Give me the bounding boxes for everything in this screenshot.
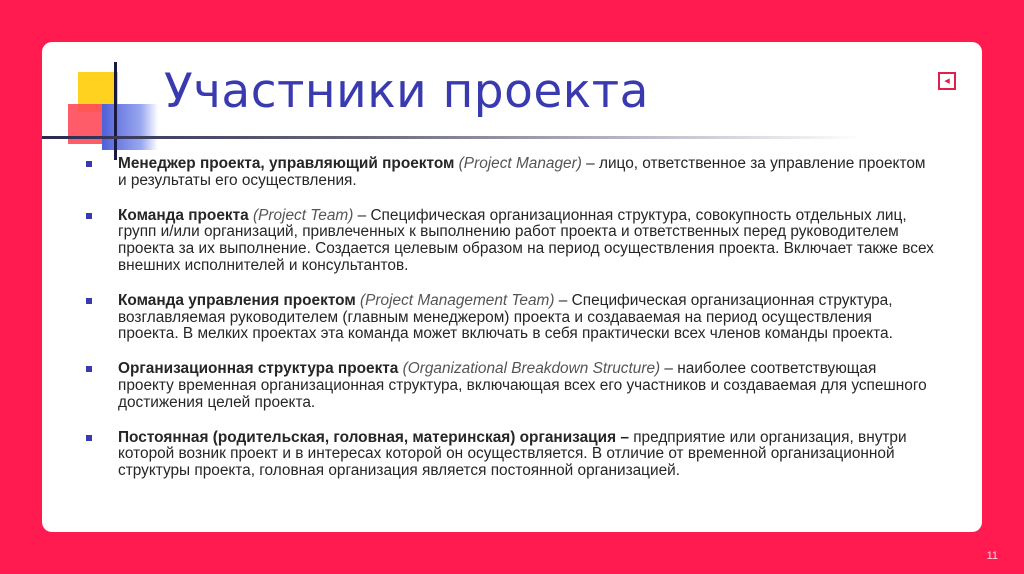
bullet-icon xyxy=(86,298,92,304)
slide-card xyxy=(42,42,982,532)
decor-blue-square xyxy=(102,104,158,150)
item-term: Менеджер проекта, управляющий проектом xyxy=(118,155,455,172)
decor-vertical-line xyxy=(114,62,117,160)
title-underline xyxy=(42,136,862,139)
list-item xyxy=(86,430,936,480)
item-description: – Специфическая организационная структура, совокупность отдельных лиц, групп и/или организаций, привлеченных к выполнению работ проекта и ответственных перед руководителем проекта за их выполнение. Создается целевым образом на период осуществления проекта. Включает также всех внешних исполнителей и консультантов. xyxy=(118,206,934,274)
item-term: Организационная структура проекта xyxy=(118,360,399,378)
participants-list xyxy=(86,156,936,498)
item-description: – лицо, ответственное за управление проектом и результаты его осуществления. xyxy=(118,155,926,189)
list-item xyxy=(86,208,936,275)
bullet-icon xyxy=(86,161,92,167)
slide-title: Участники проекта xyxy=(164,64,649,119)
item-english-term: (Organizational Breakdown Structure) xyxy=(398,360,665,378)
item-term: Команда управления проектом xyxy=(118,291,356,309)
item-description: предприятие или организация, внутри которой возник проект и в интересах которой он осуществляется. В отличие от временной организационной структуры проекта, головная организация является постоянной организацией. xyxy=(118,428,907,480)
item-english-term: (Project Manager) xyxy=(454,155,587,172)
bullet-icon xyxy=(86,366,92,372)
bullet-icon xyxy=(86,435,92,441)
item-english-term: (Project Management Team) xyxy=(355,291,559,309)
list-item xyxy=(86,156,936,190)
bullet-icon xyxy=(86,213,92,219)
item-term: Постоянная (родительская, головная, материнская) организация – xyxy=(118,428,629,446)
list-item xyxy=(86,361,936,411)
list-item xyxy=(86,293,936,343)
item-description: – наиболее соответствующая проекту временная организационная структура, включающая всех его участников и создаваемая для успешного достижения целей проекта. xyxy=(118,360,927,411)
back-nav-icon[interactable]: ◂ xyxy=(938,72,956,90)
page-number: 11 xyxy=(986,550,998,562)
item-term: Команда проекта xyxy=(118,206,249,224)
item-english-term: (Project Team) xyxy=(248,206,358,224)
item-description: – Специфическая организационная структура, возглавляемая руководителем (главным менеджером) проекта и создаваемая на период осуществления проекта. В мелких проектах эта команда может включать в себя практически всех членов команды проекта. xyxy=(118,291,893,343)
